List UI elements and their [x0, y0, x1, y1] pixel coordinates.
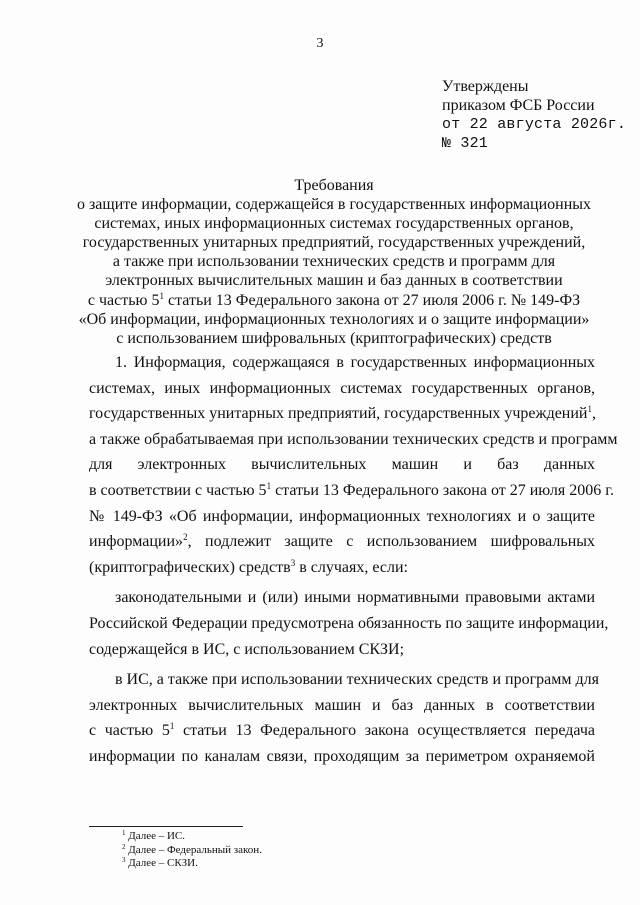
- footnote-mark: 2: [122, 842, 126, 851]
- body-line: в ИС, а также при использовании технических средств и программ для: [115, 671, 599, 689]
- footnotes: [122, 830, 422, 871]
- document-body: [89, 350, 618, 770]
- approval-line-approved: Утверждены: [442, 78, 529, 95]
- footnote-separator: [89, 826, 243, 827]
- approval-line-order: приказом ФСБ России: [442, 97, 595, 114]
- heading-line: с использованием шифровальных (криптографических) средств: [116, 329, 552, 347]
- body-line: [89, 718, 595, 744]
- body-line: электронных вычислительных машин и баз данных в соответствии: [89, 696, 595, 714]
- footnote-text: Далее – Федеральный закон.: [125, 843, 262, 856]
- body-text: , подлежит защите с использованием шифровальных: [187, 533, 595, 551]
- body-line: [89, 401, 595, 427]
- body-line: содержащейся в ИС, с использованием СКЗИ;: [89, 640, 405, 658]
- body-line: № 149-ФЗ «Об информации, информационных технологиях и о защите: [89, 507, 595, 525]
- heading-text: с частью 5: [87, 291, 160, 309]
- heading-line: электронных вычислительных машин и баз данных в соответствии: [105, 272, 563, 290]
- heading-line: «Об информации, информационных технологиях и о защите информации»: [78, 310, 590, 328]
- heading-line: [60, 291, 608, 310]
- footnote-text: Далее – ИС.: [125, 830, 186, 842]
- approval-line-number: № 321: [442, 135, 489, 152]
- footnote: [122, 830, 422, 844]
- superscript-mark: 1: [169, 721, 175, 732]
- page-number: 3: [316, 36, 324, 51]
- footnote-mark: 3: [122, 856, 126, 864]
- footnote-ref: 1: [587, 404, 592, 415]
- body-text: государственных унитарных предприятий, государственных учреждений: [89, 405, 588, 423]
- body-text: статьи 13 Федерального закона осуществляется передача: [174, 722, 595, 740]
- heading-line: а также при использовании технических средств и программ для: [112, 253, 556, 271]
- superscript-mark: 1: [159, 290, 164, 301]
- body-text: в случаях, если:: [295, 558, 408, 576]
- heading-line: системах, иных информационных системах государственных органов,: [94, 215, 574, 233]
- footnote: [122, 844, 422, 858]
- footnote: [122, 857, 422, 871]
- body-text: ,: [592, 405, 596, 423]
- approval-stamp: [442, 77, 632, 153]
- body-line: [89, 555, 595, 581]
- approval-line-date: от 22 августа 2026г.: [442, 116, 627, 133]
- heading-text: статьи 13 Федерального закона от 27 июля 2006 г. № 149-ФЗ: [163, 291, 581, 309]
- body-line: а также обрабатываемая при использовании технических средств и программ: [89, 430, 618, 448]
- body-line: [89, 478, 614, 504]
- body-line: [89, 529, 595, 555]
- body-text: в соответствии с частью 5: [89, 481, 267, 499]
- body-line: для электронных вычислительных машин и баз данных: [89, 456, 595, 474]
- body-text: статьи 13 Федерального закона от 27 июля 2006 г.: [271, 481, 614, 499]
- footnote-ref: 2: [183, 532, 188, 543]
- body-line: информации по каналам связи, проходящим за периметром охраняемой: [89, 747, 595, 765]
- body-text: (криптографических) средств: [89, 558, 291, 576]
- heading-title: Требования: [294, 177, 374, 194]
- footnote-ref: 3: [290, 557, 296, 568]
- heading-line: о защите информации, содержащейся в государственных информационных: [76, 196, 592, 214]
- body-text: с частью 5: [89, 722, 170, 740]
- footnote-text: Далее – СКЗИ.: [125, 857, 198, 869]
- heading-line: государственных унитарных предприятий, государственных учреждений,: [82, 234, 586, 252]
- document-heading: [60, 176, 608, 348]
- body-text: информации»: [89, 533, 184, 551]
- body-line: Российской Федерации предусмотрена обязанность по защите информации,: [89, 614, 609, 632]
- body-line: 1. Информация, содержащаяся в государственных информационных: [115, 354, 595, 371]
- body-line: системах, иных информационных системах государственных органов,: [89, 379, 595, 397]
- body-line: законодательными и (или) иными нормативными правовыми актами: [115, 589, 595, 607]
- superscript-mark: 1: [266, 480, 272, 491]
- footnote-mark: 1: [122, 829, 126, 837]
